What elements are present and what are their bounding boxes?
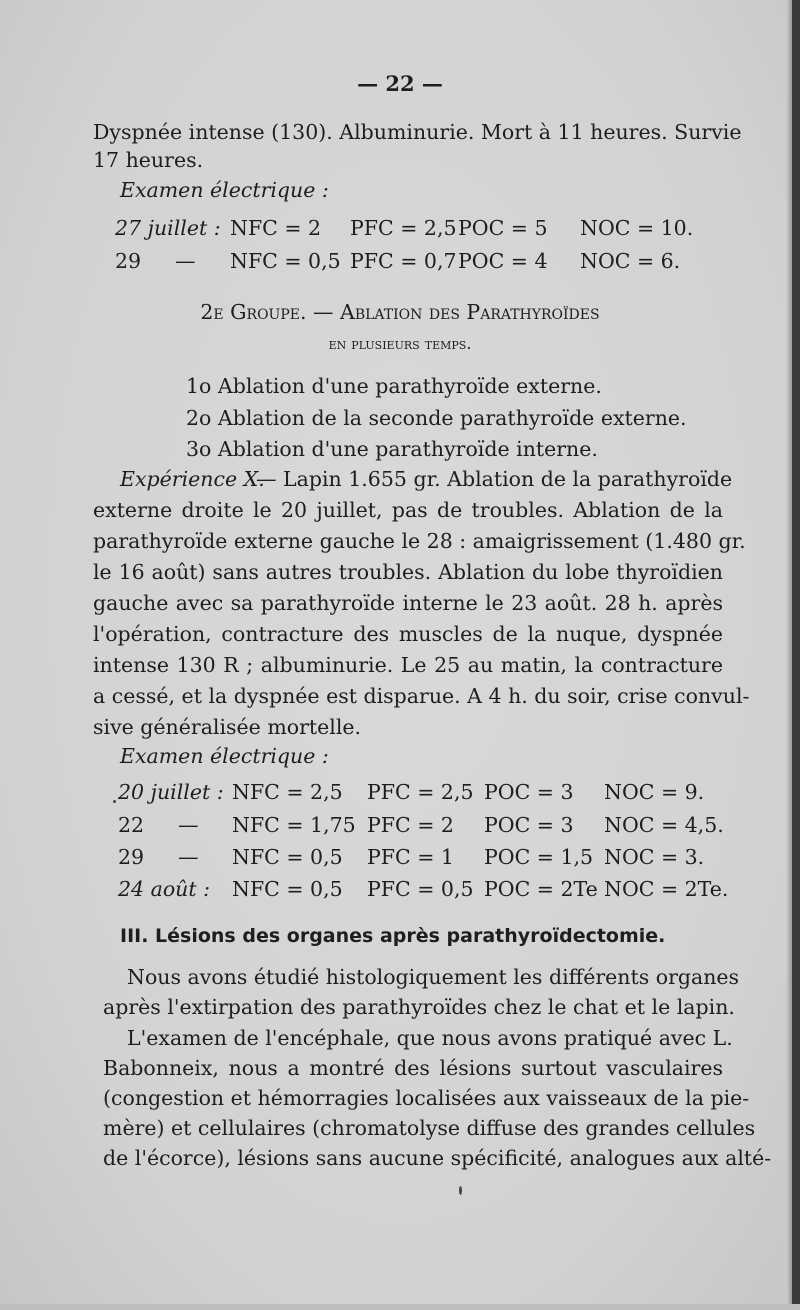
row-pfc: PFC = 0,7 bbox=[350, 249, 457, 273]
para2-line-4: mère) et cellulaires (chromatolyse diffuse des grandes cellules bbox=[103, 1116, 756, 1140]
row-dash: — bbox=[178, 845, 199, 869]
row-noc: NOC = 2Te. bbox=[604, 877, 729, 901]
scan-blemish bbox=[459, 1186, 462, 1195]
row-date: 22 bbox=[118, 813, 145, 837]
row-poc: POC = 4 bbox=[458, 249, 548, 273]
experience-line-3: parathyroïde externe gauche le 28 : amaigrissement (1.480 gr. bbox=[93, 529, 746, 553]
row-date: 27 juillet : bbox=[115, 216, 221, 240]
row-dash: — bbox=[178, 813, 199, 837]
row-nfc: NFC = 1,75 bbox=[232, 813, 356, 837]
page-edge bbox=[792, 0, 800, 1310]
group-subheading: en plusieurs temps. bbox=[328, 334, 472, 353]
exam-label-2: Examen électrique : bbox=[120, 744, 329, 768]
experience-line-6: l'opération, contracture des muscles de la nuque, dyspnée bbox=[93, 622, 723, 646]
row-nfc: NFC = 0,5 bbox=[232, 877, 343, 901]
row-dash: — bbox=[175, 249, 196, 273]
row-noc: NOC = 6. bbox=[580, 249, 681, 273]
section-heading: III. Lésions des organes après parathyroïdectomie. bbox=[120, 925, 666, 947]
step-3: 3o Ablation d'une parathyroïde interne. bbox=[186, 437, 598, 461]
intro-line-2: 17 heures. bbox=[93, 148, 204, 172]
exam-label-1: Examen électrique : bbox=[120, 178, 329, 202]
row-nfc: NFC = 2,5 bbox=[232, 780, 343, 804]
experience-line-7: intense 130 R ; albuminurie. Le 25 au matin, la contracture bbox=[93, 653, 723, 677]
row-noc: NOC = 3. bbox=[604, 845, 705, 869]
para1-line-2: après l'extirpation des parathyroïdes chez le chat et le lapin. bbox=[103, 995, 735, 1019]
page-number: — 22 — bbox=[357, 71, 443, 96]
para2-line-2: Babonneix, nous a montré des lésions surtout vasculaires bbox=[103, 1056, 723, 1080]
para1-line-1: Nous avons étudié histologiquement les différents organes bbox=[127, 965, 740, 989]
intro-line-1: Dyspnée intense (130). Albuminurie. Mort à 11 heures. Survie bbox=[93, 120, 742, 144]
page-bottom-edge bbox=[0, 1304, 800, 1310]
experience-label: Expérience X. bbox=[120, 467, 265, 491]
row-poc: POC = 2Te bbox=[484, 877, 598, 901]
step-1: 1o Ablation d'une parathyroïde externe. bbox=[186, 374, 602, 398]
experience-line-4: le 16 août) sans autres troubles. Ablation du lobe thyroïdien bbox=[93, 560, 723, 584]
experience-line-9: sive généralisée mortelle. bbox=[93, 715, 362, 739]
row-nfc: NFC = 0,5 bbox=[230, 249, 341, 273]
experience-line-5: gauche avec sa parathyroïde interne le 23 août. 28 h. après bbox=[93, 591, 723, 615]
row-poc: POC = 3 bbox=[484, 780, 574, 804]
row-noc: NOC = 4,5. bbox=[604, 813, 724, 837]
step-2: 2o Ablation de la seconde parathyroïde externe. bbox=[186, 406, 687, 430]
row-poc: POC = 1,5 bbox=[484, 845, 594, 869]
group-heading: 2e Groupe. — Ablation des Parathyroïdes bbox=[200, 300, 600, 324]
row-date: 24 août : bbox=[118, 877, 211, 901]
para2-line-3: (congestion et hémorragies localisées aux vaisseaux de la pie- bbox=[103, 1086, 750, 1110]
experience-line-1: — Lapin 1.655 gr. Ablation de la parathyroïde bbox=[256, 467, 733, 491]
row-date: 20 juillet : bbox=[118, 780, 224, 804]
row-poc: POC = 5 bbox=[458, 216, 548, 240]
row-date: 29 bbox=[115, 249, 142, 273]
para2-line-1: L'examen de l'encéphale, que nous avons pratiqué avec L. bbox=[127, 1026, 733, 1050]
row-pfc: PFC = 1 bbox=[367, 845, 454, 869]
experience-line-2: externe droite le 20 juillet, pas de troubles. Ablation de la bbox=[93, 498, 723, 522]
row-noc: NOC = 10. bbox=[580, 216, 694, 240]
row-pfc: PFC = 0,5 bbox=[367, 877, 474, 901]
experience-line-8: a cessé, et la dyspnée est disparue. A 4 h. du soir, crise convul- bbox=[93, 684, 750, 708]
row-date: 29 bbox=[118, 845, 145, 869]
row-poc: POC = 3 bbox=[484, 813, 574, 837]
row-nfc: NFC = 2 bbox=[230, 216, 322, 240]
row-pfc: PFC = 2,5 bbox=[350, 216, 457, 240]
row-pfc: PFC = 2 bbox=[367, 813, 454, 837]
row-nfc: NFC = 0,5 bbox=[232, 845, 343, 869]
para2-line-5: de l'écorce), lésions sans aucune spécificité, analogues aux alté- bbox=[103, 1146, 772, 1170]
row-noc: NOC = 9. bbox=[604, 780, 705, 804]
row-pfc: PFC = 2,5 bbox=[367, 780, 474, 804]
scan-blemish bbox=[113, 800, 116, 803]
